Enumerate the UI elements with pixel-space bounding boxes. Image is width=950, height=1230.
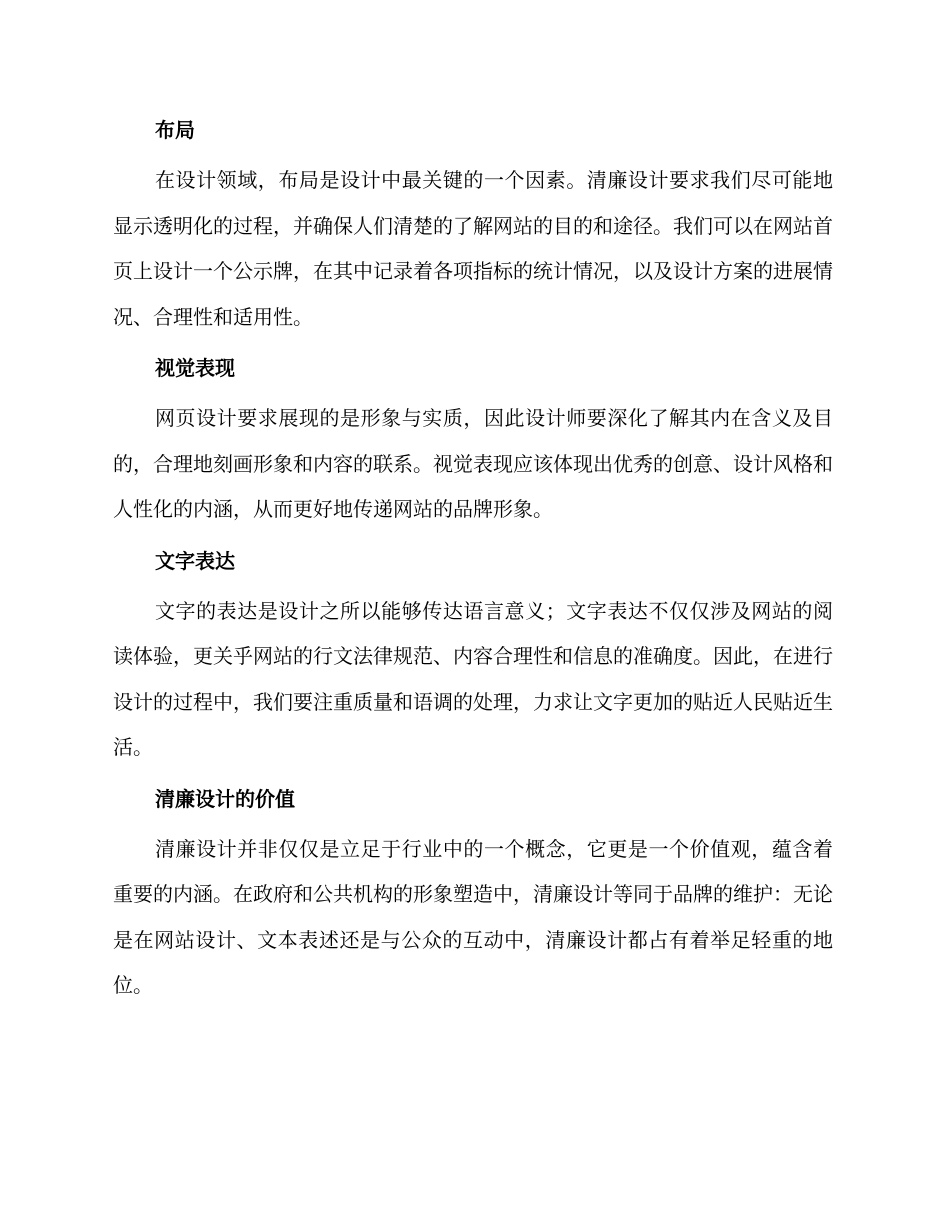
section-paragraph: 网页设计要求展现的是形象与实质，因此设计师要深化了解其内在含义及目的，合理地刻画形象和内容的联系。视觉表现应该体现出优秀的创意、设计风格和人性化的内涵，从而更好地传递网站的品牌形象。	[113, 406, 833, 521]
section-visual	[113, 346, 833, 533]
section-paragraph: 在设计领域，布局是设计中最关键的一个因素。清廉设计要求我们尽可能地显示透明化的过程，并确保人们清楚的了解网站的目的和途径。我们可以在网站首页上设计一个公示牌，在其中记录着各项指标的统计情况，以及设计方案的进展情况、合理性和适用性。	[113, 168, 833, 329]
section-paragraph: 清廉设计并非仅仅是立足于行业中的一个概念，它更是一个价值观，蕴含着重要的内涵。在政府和公共机构的形象塑造中，清廉设计等同于品牌的维护：无论是在网站设计、文本表述还是与公众的互动中，清廉设计都占有着举足轻重的地位。	[113, 836, 833, 997]
section-layout	[113, 108, 833, 340]
section-paragraph: 文字的表达是设计之所以能够传达语言意义；文字表达不仅仅涉及网站的阅读体验，更关乎网站的行文法律规范、内容合理性和信息的准确度。因此，在进行设计的过程中，我们要注重质量和语调的处理，力求让文字更加的贴近人民贴近生活。	[113, 598, 833, 759]
section-heading: 文字表达	[155, 548, 235, 573]
section-heading: 清廉设计的价值	[155, 786, 295, 811]
document-body	[113, 108, 833, 1015]
section-text	[113, 539, 833, 771]
section-value	[113, 777, 833, 1009]
section-heading: 视觉表现	[155, 356, 235, 380]
section-heading: 布局	[155, 118, 195, 142]
